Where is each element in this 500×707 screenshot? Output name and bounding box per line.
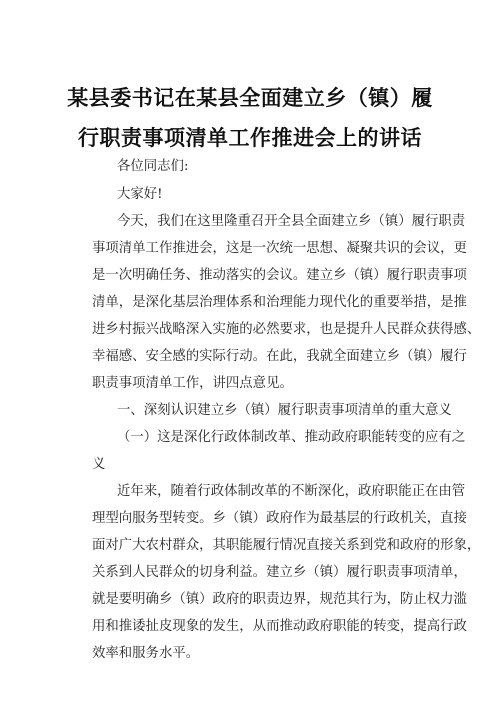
paragraph-line: 关系到人民群众的切身利益。建立乡（镇）履行职责事项清单，: [92, 565, 467, 580]
paragraph-line: 用和推诿扯皮现象的发生，从而推动政府职能的转变，提高行政: [92, 619, 467, 634]
paragraph-line: 幸福感、安全感的实际行动。在此，我就全面建立乡（镇）履行: [92, 349, 467, 364]
title-line-2: 行职责事项清单工作推进会上的讲话: [78, 126, 422, 150]
paragraph-line: 职责事项清单工作，讲四点意见。: [92, 376, 293, 391]
paragraph-line: 事项清单工作推进会，这是一次统一思想、凝聚共识的会议，更: [92, 241, 467, 256]
greeting: 大家好!: [117, 187, 163, 202]
paragraph-line: 是一次明确任务、推动落实的会议。建立乡（镇）履行职责事项: [92, 268, 467, 283]
paragraph-line: 效率和服务水平。: [92, 646, 200, 661]
paragraph-line: 清单，是深化基层治理体系和治理能力现代化的重要举措，是推: [92, 295, 467, 310]
paragraph-line: 理型向服务型转变。乡（镇）政府作为最基层的行政机关，直接: [92, 511, 467, 526]
subsection-heading: （一）这是深化行政体制改革、推动政府职能转变的应有之: [117, 430, 466, 445]
paragraph-line: 今天，我们在这里隆重召开全县全面建立乡（镇）履行职责: [117, 214, 466, 229]
paragraph-line: 进乡村振兴战略深入实施的必然要求，也是提升人民群众获得感、: [92, 322, 481, 337]
title-line-1: 某县委书记在某县全面建立乡（镇）履: [67, 86, 433, 110]
subsection-heading-cont: 义: [92, 457, 106, 472]
salutation: 各位同志们:: [117, 159, 189, 174]
paragraph-line: 近年来，随着行政体制改革的不断深化，政府职能正在由管: [117, 484, 466, 499]
paragraph-line: 就是要明确乡（镇）政府的职责边界，规范其行为，防止权力滥: [92, 592, 467, 607]
paragraph-line: 面对广大农村群众，其职能履行情况直接关系到党和政府的形象，: [92, 538, 481, 553]
section-heading: 一、深刻认识建立乡（镇）履行职责事项清单的重大意义: [117, 403, 452, 418]
